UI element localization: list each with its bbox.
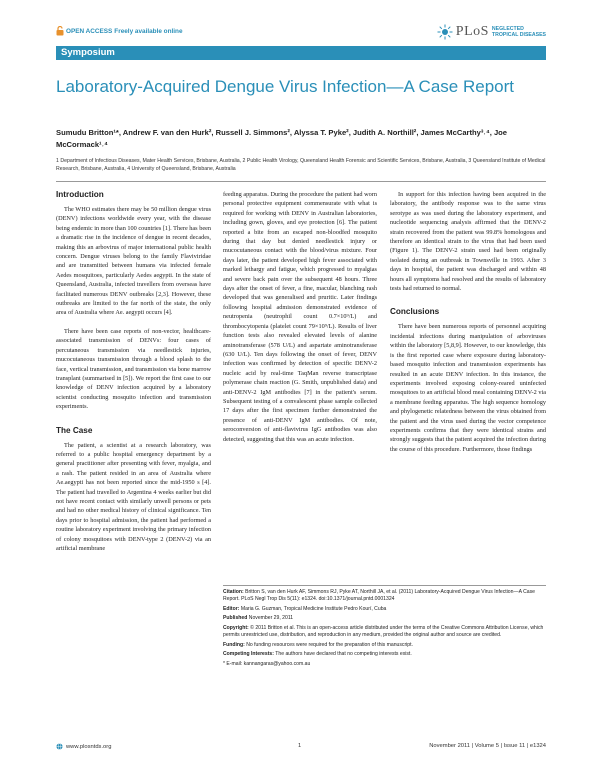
- editor-label: Editor:: [223, 605, 240, 612]
- page-footer: [56, 743, 546, 755]
- freely-available-label: Freely available online: [114, 27, 183, 35]
- introduction-heading: Introduction: [56, 190, 104, 199]
- section-banner: [56, 46, 546, 60]
- column-2: [223, 190, 377, 444]
- affiliations: 1 Department of Infectious Diseases, Mater Health Services, Brisbane, Australia, 2 Public Health Virology, Queensland Health Forensic and Scientific Services, Brisbane, Australia, 3 Queensland Institute of Medical Research, Brisbane, Australia, 4 University of Queensland, Brisbane, Australia: [56, 158, 546, 172]
- competing-interests-label: Competing Interests:: [223, 651, 274, 658]
- copyright-label: Copyright:: [223, 624, 249, 631]
- funding-text: No funding resources were required for the preparation of this manuscript.: [246, 641, 413, 648]
- citation-label: Citation:: [223, 589, 244, 595]
- funding-row: [223, 642, 546, 649]
- case-paragraph-1: The patient, a scientist at a research laboratory, was referred to a public hospital emergency department by a general practitioner after presenting with fever, myalgia, and a rash. The patient resided in an area of Australia where Ae.aegypti has not been reported since the mid-1950 s [4]. The patient had travelled to Argentina 4 weeks earlier but did not have recent contact with similarly unwell persons or pets and had no other medical history of clinical significance. Ten days prior to hospital admission, the patient had performed a routine laboratory experiment involving the primary infection of colony mosquitoes with DENV-type 2 (DENV-2) via an artificial membrane: [56, 441, 211, 552]
- plos-wordmark: PLoS: [455, 24, 489, 39]
- issue-info: November 2011 | Volume 5 | Issue 11 | e1324: [429, 743, 546, 749]
- globe-icon: [56, 743, 63, 750]
- copyright-text: © 2011 Britton et al. This is an open-access article distributed under the terms of the Creative Commons Attribution License, which permits unrestricted use, distribution, and reproduction in any medium, provided the original author and source are credited.: [223, 624, 544, 638]
- journal-site: [56, 743, 111, 750]
- case-paragraph-2: In support for this infection having been acquired in the laboratory, the antibody response was to the same virus serotype as was used during the laboratory experiment, and nucleotide sequencing analysis affirmed that the DENV-2 strain recovered from the patient was 99.8% homologous and therefore an identical strain to the virus that had been used (Figure 1). The DENV-2 strain used had been originally isolated during an outbreak in Townsville in 1993. After 3 days in hospital, the patient was discharged and within 48 hours all symptoms had resolved and the results of laboratory tests had returned to normal.: [390, 191, 546, 293]
- conclusions-paragraph-1: There have been numerous reports of personnel acquiring incidental infections during manipulation of arboviruses within the laboratory [5,8,9]. However, to our knowledge, this is the first reported case where exposure during laboratory-based mosquito infection and transmission experiments has resulted in an acute DENV infection. In this instance, the experiments involved exposing colony-reared uninfected mosquitoes to an artificial blood meal containing DENV-2 via a membrane feeding apparatus. The high sequence homology and phylogenetic relatedness between the virus obtained from the patient and the virus used during the vector competence experiments confirms that they were identical strains and strongly suggests that the patient acquired the infection during the course of this procedure. Furthermore, those findings: [390, 323, 546, 453]
- column-1: [56, 190, 211, 553]
- article-title: Laboratory-Acquired Dengue Virus Infection—A Case Report: [56, 77, 514, 96]
- plos-sun-icon: [437, 24, 453, 40]
- conclusions-heading: Conclusions: [390, 307, 440, 317]
- editor-text: Maria G. Guzman, Tropical Medicine Institute Pedro Kourí, Cuba: [240, 605, 387, 612]
- ntd-subtitle: NEGLECTED TROPICAL DISEASES: [491, 26, 546, 38]
- header-divider: [56, 181, 546, 182]
- case-heading: The Case: [56, 425, 93, 435]
- copyright-row: [223, 625, 546, 639]
- introduction-paragraph-2: There have been case reports of non-vector, healthcare-associated transmission of DENVs: four cases of percutaneous transmission via needlestick injuries, mucocutaneous transmission through a blood splash to the face, vertical transmission, and transmission via bone marrow transplant (summarised in [5]). We report the first case to our knowledge of DENV infection acquired by a laboratory scientist conducting mosquito infection and transmission experiments.: [56, 327, 211, 411]
- section-label: Symposium: [61, 47, 115, 58]
- published-label: Published: [223, 615, 248, 622]
- citation-text: Britton S, van den Hurk AF, Simmons RJ, Pyke AT, Northill JA, et al. (2011) Laboratory-Acquired Dengue Virus Infection—A Case Report. PLoS Negl Trop Dis 5(11): e1324. doi:10.1371/journal.pntd.0001324: [223, 589, 535, 603]
- site-url[interactable]: www.plosntds.org: [66, 743, 112, 750]
- introduction-paragraph-1: The WHO estimates there may be 50 million dengue virus (DENV) infections worldwide every year, with the disease being endemic in more than 100 countries [1]. There has been a dramatic rise in the incidence of dengue in recent decades, making this an arbovirus of major international public health concern. Dengue viruses belong to the family Flaviviridae and are transmitted between humans via infected female Aedes mosquitoes, particularly Aedes aegypti. In the state of Queensland, Australia, infected travellers from overseas have facilitated numerous DENV outbreaks [2,3]. However, these outbreaks are limited to the far north of the state, the only area of Australia where Ae. aegypti occurs [4].: [56, 206, 211, 317]
- plos-ntd-logo: [437, 24, 546, 40]
- funding-label: Funding:: [223, 641, 245, 648]
- citation-row: [223, 589, 546, 603]
- competing-interests-text: The authors have declared that no competing interests exist.: [275, 651, 412, 658]
- editor-row: [223, 606, 546, 613]
- page-number: 1: [298, 743, 302, 749]
- open-lock-icon: [56, 26, 64, 36]
- case-paragraph-continued: feeding apparatus. During the procedure the patient had worn personal protective equipment commensurate with what is required for working with DENV in Australian laboratories, including gown, gloves, and eye protection [6]. The patient reported a bite from an escaped non-bloodfed mosquito during that day but denied needlestick injury or mucocutaneous contact with the blood/virus mixture. Four days later, the patient developed high fever associated with marked lethargy and fatigue, which progressed to myalgias and severe back pain over the subsequent 48 hours. Three days after the onset of fever, a fine, macular, blanching rash developed that was generalised and pruritic. Later findings following hospital admission demonstrated evidence of neutropenia (neutrophil count 0.7×10⁹/L) and thrombocytopenia (platelet count 79×10⁹/L). Results of liver function tests also revealed elevated levels of alanine aminotransferase (578 U/L) and aspartate aminotransferase (630 U/L). Ten days following the onset of fever, DENV infection was confirmed by detection of specific DENV-2 nucleic acid by real-time TaqMan reverse transcriptase polymerase chain reaction (G. Smith, unpublished data) and anti-DENV-2 IgM antibodies [7] in the patient's serum. Subsequent testing of a convalescent phase sample collected 17 days after the first specimen further demonstrated the presence of anti-DENV IgM antibodies. Of note, seroconversion of anti-flavivirus IgG antibodies was also detected, suggesting that this was an acute infection.: [223, 191, 377, 443]
- competing-interests-row: [223, 651, 546, 658]
- article-metadata: [223, 585, 546, 670]
- author-list: Sumudu Britton¹*, Andrew F. van den Hurk², Russell J. Simmons², Alyssa T. Pyke², Judith A. Northill², James McCarthy³˒⁴, Joe McCormack¹˒⁴: [56, 128, 508, 149]
- email-row: * E-mail: kannangaras@yahoo.com.au: [223, 660, 311, 667]
- column-3: [390, 190, 546, 454]
- published-row: [223, 615, 546, 622]
- open-access-badge: [56, 26, 183, 36]
- open-access-label: OPEN ACCESS: [66, 27, 113, 35]
- journal-header: [56, 26, 546, 42]
- published-date: November 29, 2011: [248, 615, 294, 622]
